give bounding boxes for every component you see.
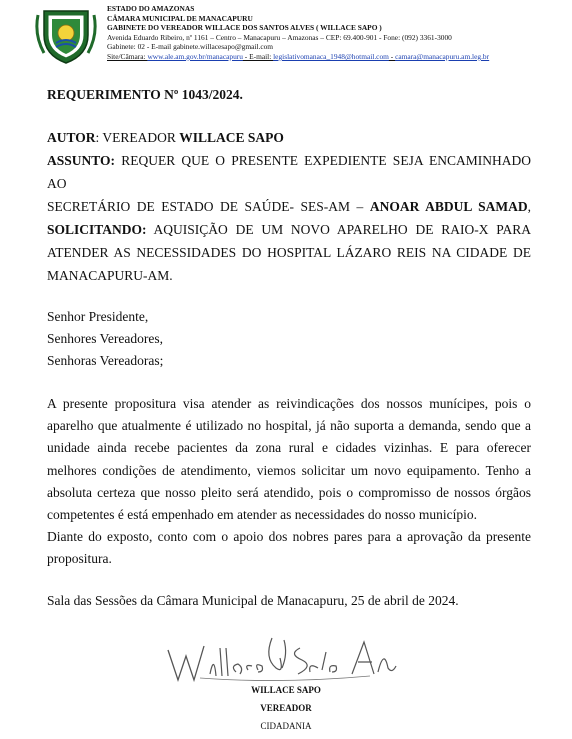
subject-text-1: REQUER QUE O PRESENTE EXPEDIENTE SEJA ENCAMINHADO AO <box>47 153 531 191</box>
author-name: WILLACE SAPO <box>179 130 284 145</box>
subject-label: ASSUNTO: <box>47 153 116 168</box>
author-role: : VEREADOR <box>95 130 180 145</box>
request-line-2: ATENDER AS NECESSIDADES DO HOSPITAL LÁZARO REIS NA CIDADE DE <box>47 245 531 260</box>
letterhead <box>0 0 572 68</box>
author-label: AUTOR <box>47 130 96 145</box>
header-chamber: CÂMARA MUNICIPAL DE MANACAPURU <box>107 13 253 23</box>
header-contacts <box>107 52 567 62</box>
signatory-name: WILLACE SAPO <box>251 685 321 695</box>
subject-secretary-name: ANOAR ABDUL SAMAD <box>369 199 528 214</box>
subject-text-2: SECRETÁRIO DE ESTADO DE SAÚDE- SES-AM – <box>47 199 370 214</box>
email-label: - E-mail: <box>242 51 274 61</box>
subject-line-1 <box>47 149 531 195</box>
salutation-councilwomen: Senhoras Vereadoras; <box>47 353 164 368</box>
salutation-president: Senhor Presidente, <box>47 309 149 324</box>
camara-email-link[interactable]: camara@manacapuru.am.leg.br <box>395 51 490 61</box>
author-line <box>47 126 531 149</box>
request-line <box>47 218 531 241</box>
header-gabinete: Gabinete: 02 - E-mail gabinete.willacesapo@gmail.com <box>107 42 274 52</box>
closing-paragraph: Diante do exposto, conto com o apoio dos nobres pares para a aprovação da presente propositura. <box>47 529 531 567</box>
email-link[interactable]: legislativomanaca_1948@hotmail.com <box>273 51 389 61</box>
email-separator: - <box>388 51 396 61</box>
site-link[interactable]: www.ale.am.gov.br/manacapuru <box>147 51 243 61</box>
municipal-coat-of-arms-logo <box>34 5 98 65</box>
handwritten-signature <box>160 628 410 686</box>
request-label: SOLICITANDO: <box>47 222 147 237</box>
header-office: GABINETE DO VEREADOR WILLACE DOS SANTOS ALVES ( WILLACE SAPO ) <box>107 23 382 33</box>
place-and-date: Sala das Sessões da Câmara Municipal de Manacapuru, 25 de abril de 2024. <box>47 592 459 608</box>
salutation-councilmen: Senhores Vereadores, <box>47 331 163 346</box>
request-line-3: MANACAPURU-AM. <box>47 268 173 283</box>
subject-line-2 <box>47 195 531 218</box>
header-address: Avenida Eduardo Ribeiro, nº 1161 – Centro – Manacapuru – Amazonas – CEP: 69.400-901 - Fone: (092) 3361-3000 <box>107 32 452 42</box>
document-body <box>47 86 531 612</box>
request-text: AQUISIÇÃO DE UM NOVO APARELHO DE RAIO-X PARA <box>146 222 531 237</box>
signatory-party: CIDADANIA <box>260 721 312 731</box>
site-label: Site/Câmara: <box>107 51 148 61</box>
document-title: REQUERIMENTO Nº 1043/2024. <box>47 87 243 102</box>
header-state: ESTADO DO AMAZONAS <box>107 4 195 13</box>
signatory-role: VEREADOR <box>260 703 312 713</box>
subject-text-2-end: , <box>527 199 532 214</box>
justification-paragraph: A presente propositura visa atender as reivindicações dos nossos munícipes, pois o aparelho que atualmente é utilizado no hospital, já não suporta a demanda, sendo que a unidade ainda recebe pacientes da zona rural e cidades vizinhas. E para oferecer melhores condições de atendimento, viemos solicitar um novo equipamento. Tenho a absoluta certeza que nosso pleito será atendido, pois o compromisso de nossos órgãos competentes é está empenhado em atender as necessidades do nosso município. <box>47 396 531 523</box>
